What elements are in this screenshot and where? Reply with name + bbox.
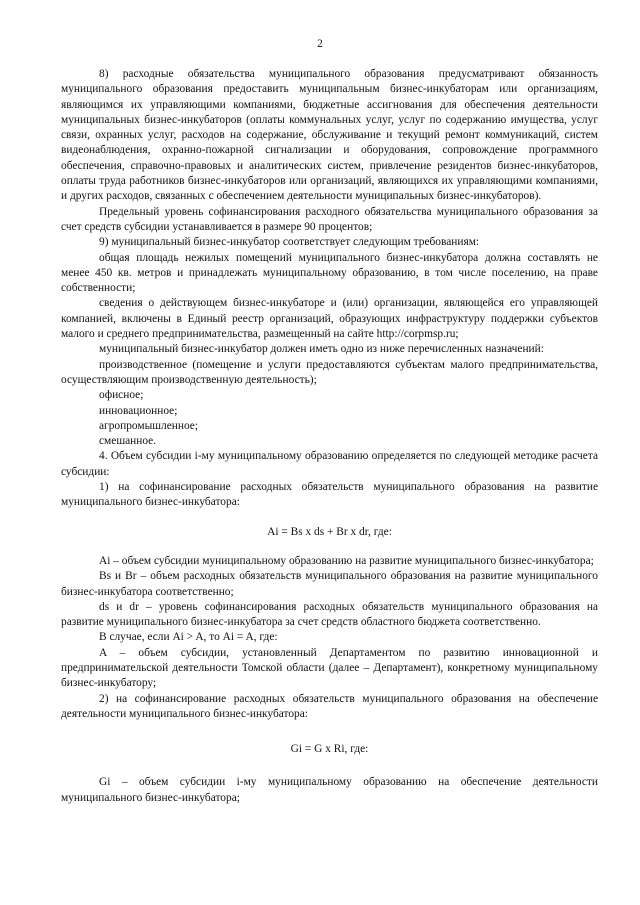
paragraph-cofinancing-limit: Предельный уровень софинансирования расходного обязательства муниципального образования за счет средств субсидии устанавливается в размере 90 процентов; — [61, 205, 598, 233]
paragraph-production: производственное (помещение и услуги предоставляются субъектам малого предпринимательства, осуществляющим производственную деятельность); — [61, 358, 598, 386]
paragraph-registry-requirement: сведения о действующем бизнес-инкубаторе и (или) организации, являющейся его управляющей компанией, включены в Единый реестр организаций, образующих инфраструктуру поддержки субъектов малого и среднего предпринимательства, размещенный на сайте http://corpmsp.ru; — [61, 297, 598, 341]
list-item-innovation: инновационное; — [99, 404, 178, 417]
paragraph-purpose-requirement: муниципальный бизнес-инкубатор должен иметь одно из ниже перечисленных назначений: — [99, 343, 544, 356]
formula-operations: Gi = G x Ri, где: — [290, 743, 369, 756]
paragraph-gi-definition: Gi – объем субсидии i-му муниципальному образованию на обеспечение деятельности муниципального бизнес-инкубатора; — [61, 776, 598, 804]
paragraph-ai-definition: Ai – объем субсидии муниципальному образованию на развитие муниципального бизнес-инкубатора; — [99, 554, 594, 567]
formula-development: Ai = Bs x ds + Br x dr, где: — [267, 525, 392, 538]
paragraph-bs-br-definition: Bs и Br – объем расходных обязательств муниципального образования на развитие муниципального бизнес-инкубатора соответственно; — [61, 570, 598, 598]
list-item-agro: агропромышленное; — [99, 419, 199, 432]
document-body — [61, 67, 598, 806]
list-item-office: офисное; — [99, 389, 144, 402]
paragraph-item-8: 8) расходные обязательства муниципального образования предусматривают обязанность муниципального образования предоставить муниципальным бизнес-инкубаторам или организациям, являющимся их управляющими компаниями, бюджетные ассигнования для обеспечения деятельности муниципальных бизнес-инкубаторов (оплаты коммунальных услуг, услуг по содержанию имущества, услуг связи, охранных услуг, расходов на содержание, обслуживание и текущий ремонт коммуникаций, систем видеонаблюдения, охранно-пожарной сигнализации и оборудования, сопровождение программного обеспечения, справочно-правовых и аналитических систем, привлечение резидентов бизнес-инкубаторов, оплаты труда работников бизнес-инкубаторов или организаций, являющихся их управляющими компаниями, и других расходов, связанных с обеспечением деятельности муниципальных бизнес-инкубаторов). — [61, 68, 598, 203]
paragraph-cap-condition: В случае, если Ai > A, то Ai = A, где: — [99, 631, 278, 644]
paragraph-item-4: 4. Объем субсидии i-му муниципальному образованию определяется по следующей методике расчета субсидии: — [61, 450, 598, 478]
paragraph-area-requirement: общая площадь нежилых помещений муниципального бизнес-инкубатора должна составлять не менее 450 кв. метров и принадлежать муниципальному образованию, в том числе поселению, на праве собственности; — [61, 251, 598, 295]
paragraph-ds-dr-definition: ds и dr – уровень софинансирования расходных обязательств муниципального образования на развитие муниципального бизнес-инкубатора за счет средств областного бюджета соответственно. — [61, 600, 598, 629]
paragraph-item-4-2: 2) на софинансирование расходных обязательств муниципального образования на обеспечение деятельности муниципального бизнес-инкубатора: — [61, 692, 598, 720]
paragraph-item-9: 9) муниципальный бизнес-инкубатор соответствует следующим требованиям: — [99, 236, 480, 249]
paragraph-a-definition: A – объем субсидии, установленный Департаментом по развитию инновационной и предпринимательской деятельности Томской области (далее – Департамент), конкретному муниципальному бизнес-инкубатору; — [61, 646, 598, 690]
page-number: 2 — [317, 38, 323, 50]
list-item-mixed: смешанное. — [99, 435, 157, 448]
paragraph-item-4-1: 1) на софинансирование расходных обязательств муниципального образования на развитие муниципального бизнес-инкубатора: — [61, 481, 598, 509]
